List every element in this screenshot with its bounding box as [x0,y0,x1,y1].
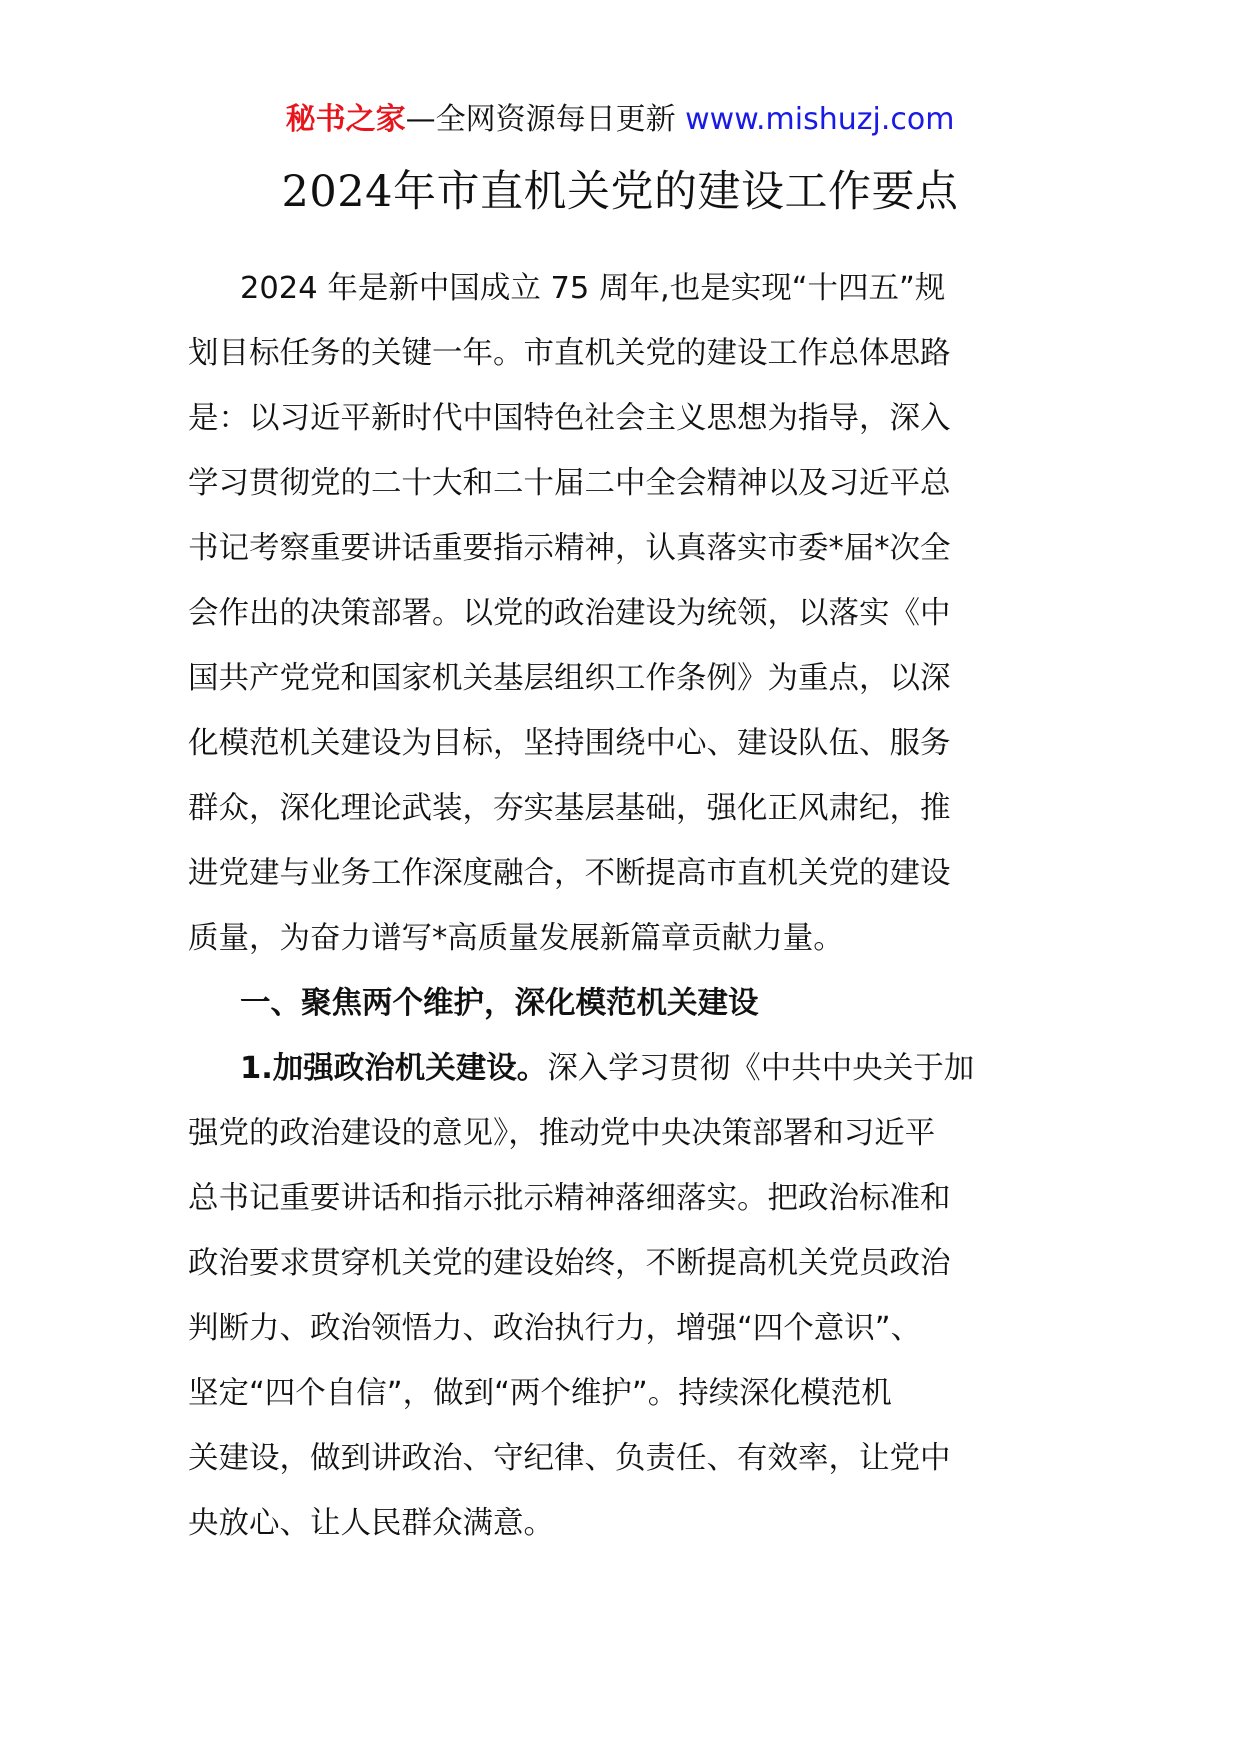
intro-paragraph-line: 质量，为奋力谱写*高质量发展新篇章贡献力量。 [188,921,844,956]
item-1-line: 政治要求贯穿机关党的建设始终，不断提高机关党员政治 [188,1246,951,1281]
site-name: 秘书之家 [285,102,406,137]
intro-paragraph-line: 学习贯彻党的二十大和二十届二中全会精神以及习近平总 [188,466,951,501]
item-1-first-line-text: 深入学习贯彻《中共中央关于加 [547,1051,975,1086]
intro-paragraph-line: 化模范机关建设为目标，坚持围绕中心、建设队伍、服务 [188,726,951,761]
intro-paragraph-line: 会作出的决策部署。以党的政治建设为统领，以落实《中 [188,596,951,631]
section-heading: 一、聚焦两个维护，深化模范机关建设 [240,986,759,1021]
intro-paragraph-line: 进党建与业务工作深度融合，不断提高市直机关党的建设 [188,856,951,891]
document-body [188,256,1068,1556]
intro-paragraph-line: 群众，深化理论武装，夯实基层基础，强化正风肃纪，推 [188,791,951,826]
document-title: 2024年市直机关党的建设工作要点 [281,167,959,217]
item-1-line: 总书记重要讲话和指示批示精神落细落实。把政治标准和 [188,1181,951,1216]
site-url: www.mishuzj.com [685,102,955,137]
intro-paragraph-line: 划目标任务的关键一年。市直机关党的建设工作总体思路 [188,336,951,371]
intro-paragraph-line: 书记考察重要讲话重要指示精神，认真落实市委*届*次全 [188,531,951,566]
item-1-lead: 1.加强政治机关建设。 [240,1051,548,1086]
item-1-line: 坚定“四个自信”，做到“两个维护”。持续深化模范机 [188,1376,892,1411]
item-1-line: 判断力、政治领悟力、政治执行力，增强“四个意识”、 [188,1311,922,1346]
item-1-line: 央放心、让人民群众满意。 [188,1506,554,1541]
intro-paragraph-line: 2024 年是新中国成立 75 周年,也是实现“十四五”规 [240,271,946,306]
intro-paragraph-line: 是：以习近平新时代中国特色社会主义思想为指导，深入 [188,401,951,436]
item-1-line: 关建设，做到讲政治、守纪律、负责任、有效率，让党中 [188,1441,951,1476]
intro-paragraph-line: 国共产党党和国家机关基层组织工作条例》为重点，以深 [188,661,951,696]
site-slogan: —全网资源每日更新 [405,102,686,137]
item-1-first-line [188,1036,1068,1101]
site-header [0,100,1240,140]
item-1-line: 强党的政治建设的意见》，推动党中央决策部署和习近平 [188,1116,936,1151]
